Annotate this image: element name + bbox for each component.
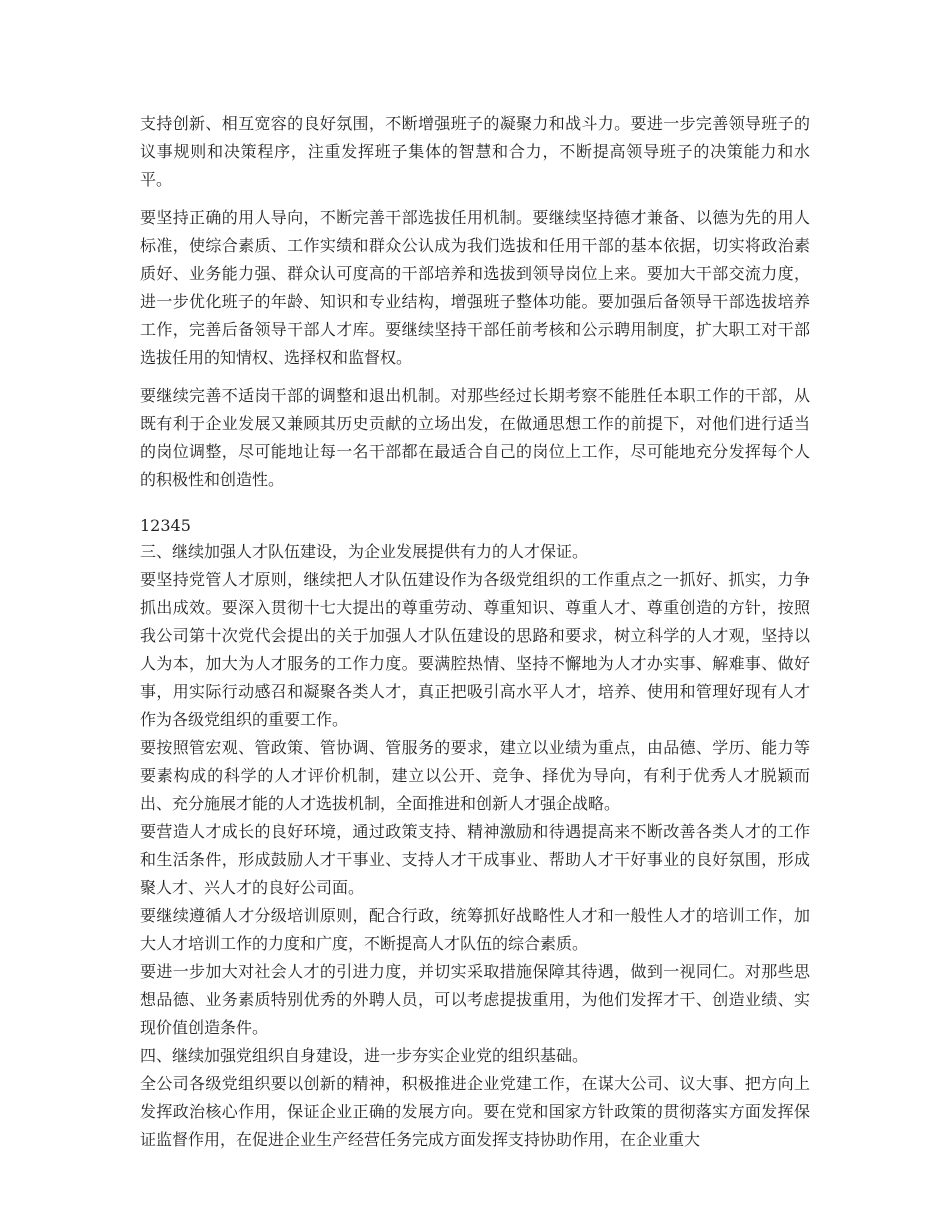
paragraph-cadre-selection: 要坚持正确的用人导向，不断完善干部选拔任用机制。要继续坚持德才兼备、以德为先的用人标准，使综合素质、工作实绩和群众公认成为我们选拔和任用干部的基本依据，切实将政治素质好、业务能力强、群众认可度高的干部培养和选拔到领导岗位上来。要加大干部交流力度，进一步优化班子的年龄、知识和专业结构，增强班子整体功能。要加强后备领导干部选拔培养工作，完善后备领导干部人才库。要继续坚持干部任前考核和公示聘用制度，扩大职工对干部选拔任用的知情权、选择权和监督权。 (140, 208, 810, 367)
section-heading-party-organization: 四、继续加强党组织自身建设，进一步夯实企业党的组织基础。 (140, 1046, 589, 1065)
paragraph-talent-evaluation: 要按照管宏观、管政策、管协调、管服务的要求，建立以业绩为重点，由品德、学历、能力等要素构成的科学的人才评价机制，建立以公开、竞争、择优为导向，有利于优秀人才脱颖而出、充分施展才能的人才选拔机制，全面推进和创新人才强企战略。 (140, 738, 810, 813)
paragraph-talent-environment: 要营造人才成长的良好环境，通过政策支持、精神激励和待遇提高来不断改善各类人才的工作和生活条件，形成鼓励人才干事业、支持人才干成事业、帮助人才干好事业的良好氛围，形成聚人才、兴人才的良好公司面。 (140, 822, 810, 897)
paragraph-talent-training: 要继续遵循人才分级培训原则，配合行政，统筹抓好战略性人才和一般性人才的培训工作，加大人才培训工作的力度和广度，不断提高人才队伍的综合素质。 (140, 906, 810, 953)
paragraph-party-building: 全公司各级党组织要以创新的精神，积极推进企业党建工作，在谋大公司、议大事、把方向上发挥政治核心作用，保证企业正确的发展方向。要在党和国家方针政策的贯彻落实方面发挥保证监督作用，在促进企业生产经营任务完成方面发挥支持协助作用，在企业重大 (140, 1074, 810, 1149)
page-number-text: 12345 (140, 516, 191, 535)
paragraph-talent-recruitment: 要进一步加大对社会人才的引进力度，并切实采取措施保障其待遇，做到一视同仁。对那些思想品德、业务素质特别优秀的外聘人员，可以考虑提拔重用，为他们发挥才干、创造业绩、实现价值创造条件。 (140, 962, 810, 1037)
paragraph-cadre-adjustment: 要继续完善不适岗干部的调整和退出机制。对那些经过长期考察不能胜任本职工作的干部，从既有利于企业发展又兼顾其历史贡献的立场出发，在做通思想工作的前提下，对他们进行适当的岗位调整，尽可能地让每一名干部都在最适合自己的岗位上工作，尽可能地充分发挥每个人的积极性和创造性。 (140, 386, 810, 489)
paragraph-leadership-atmosphere: 支持创新、相互宽容的良好氛围，不断增强班子的凝聚力和战斗力。要进一步完善领导班子的议事规则和决策程序，注重发挥班子集体的智慧和合力，不断提高领导班子的决策能力和水平。 (140, 114, 810, 189)
document-body (140, 110, 810, 1154)
paragraph-talent-principle: 要坚持党管人才原则，继续把人才队伍建设作为各级党组织的工作重点之一抓好、抓实，力争抓出成效。要深入贯彻十七大提出的尊重劳动、尊重知识、尊重人才、尊重创造的方针，按照我公司第十次党代会提出的关于加强人才队伍建设的思路和要求，树立科学的人才观，坚持以人为本，加大为人才服务的工作力度。要满腔热情、坚持不懈地为人才办实事、解难事、做好事，用实际行动感召和凝聚各类人才，真正把吸引高水平人才，培养、使用和管理好现有人才作为各级党组织的重要工作。 (140, 570, 810, 729)
section-heading-talent: 三、继续加强人才队伍建设，为企业发展提供有力的人才保证。 (140, 542, 589, 561)
